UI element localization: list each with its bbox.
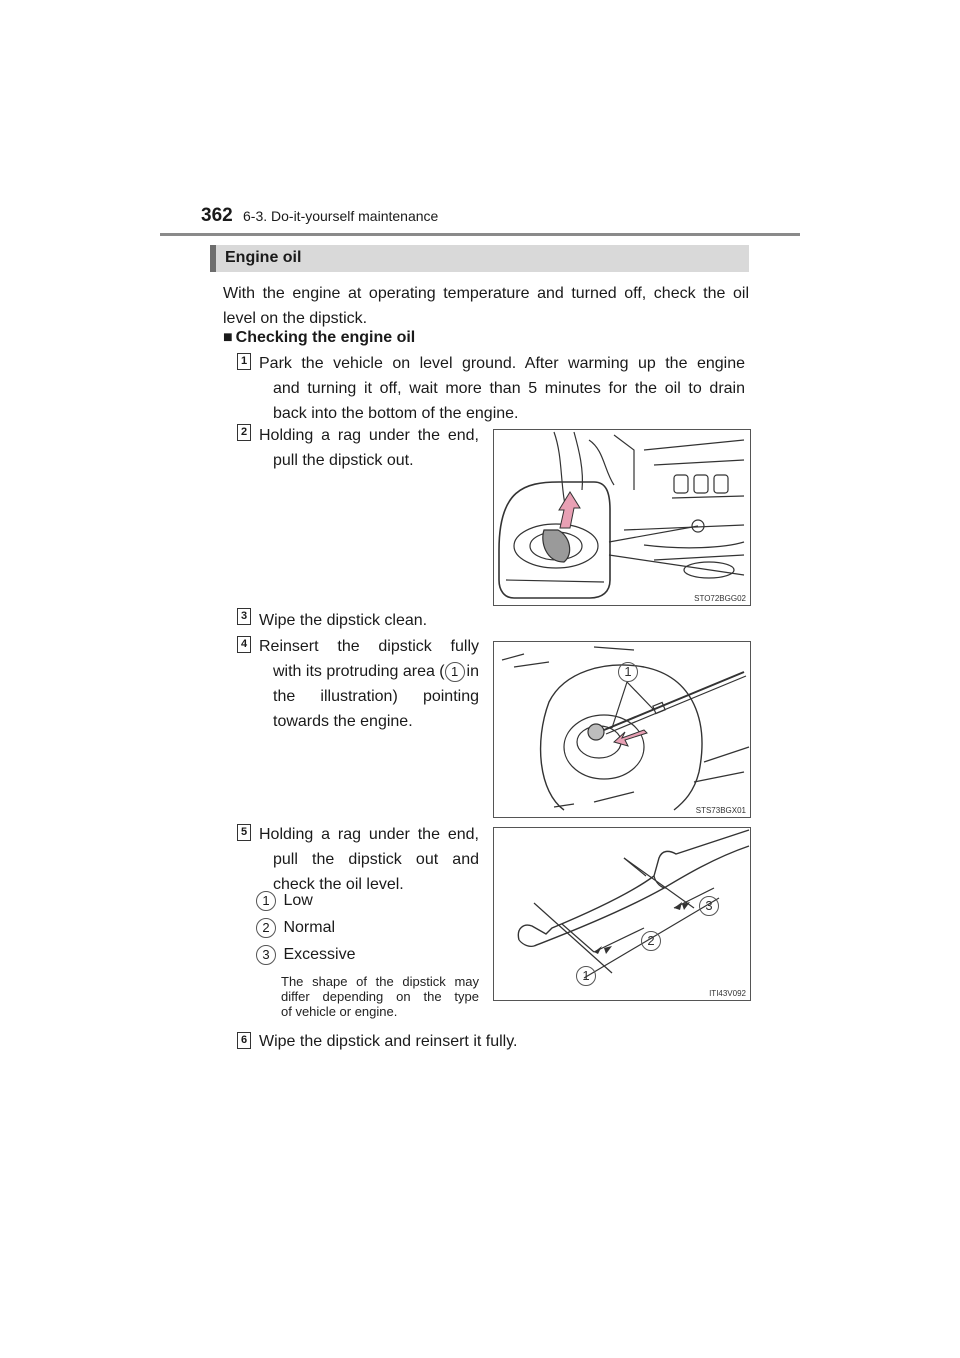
- note-line: The shape of the dipstick may: [281, 974, 479, 989]
- figure-callout-2: 2: [641, 931, 661, 951]
- step-line: and turning it off, wait more than 5 minutes for the oil to drain: [273, 380, 745, 397]
- step-3-text: Wipe the dipstick clean.: [259, 612, 428, 629]
- figure-dipstick-levels: [493, 827, 751, 1001]
- callout-1-icon: 1: [445, 662, 465, 682]
- level-list-item: [256, 945, 355, 965]
- callout-2-icon: 2: [256, 918, 276, 938]
- section-heading: [210, 245, 749, 272]
- step-line: pull the dipstick out and: [273, 851, 479, 868]
- step-number-2: 2: [237, 424, 251, 441]
- intro-line: level on the dipstick.: [223, 310, 368, 327]
- step-line: Holding a rag under the end,: [259, 427, 479, 444]
- level-low-label: Low: [283, 892, 313, 910]
- level-excessive-label: Excessive: [283, 946, 356, 964]
- intro-text: [223, 281, 749, 331]
- figure-code: STO72BGG02: [694, 594, 746, 603]
- step-line: pull the dipstick out.: [273, 452, 414, 469]
- note-line: differ depending on the type: [281, 989, 479, 1004]
- note-text: [281, 974, 479, 1019]
- figure-dipstick-reinsert: [493, 641, 751, 818]
- step-line: back into the bottom of the engine.: [273, 405, 519, 422]
- figure-code: STS73BGX01: [695, 806, 746, 815]
- level-normal-label: Normal: [283, 919, 336, 937]
- subsection-heading: [223, 329, 415, 347]
- dipstick-removal-illustration: [494, 430, 750, 605]
- step-line: towards the engine.: [273, 713, 413, 730]
- header-rule: [160, 233, 800, 236]
- callout-1-icon: 1: [256, 891, 276, 911]
- step-line: check the oil level.: [273, 876, 404, 893]
- level-list-item: [256, 918, 335, 938]
- callout-3-icon: 3: [256, 945, 276, 965]
- step-1-text: [259, 351, 745, 426]
- step-5-text: [259, 822, 479, 897]
- level-list-item: [256, 891, 313, 911]
- intro-line: With the engine at operating temperature and turned off, check the oil: [223, 285, 749, 302]
- figure-code: ITI43V092: [709, 989, 746, 998]
- step-6-text: Wipe the dipstick and reinsert it fully.: [259, 1033, 518, 1050]
- step-line: the illustration) pointing: [273, 688, 479, 705]
- figure-callout-1: 1: [576, 966, 596, 986]
- section-title: Engine oil: [225, 249, 302, 266]
- note-line: of vehicle or engine.: [281, 1004, 398, 1019]
- figure-dipstick-removal: [493, 429, 751, 606]
- step-4-text: [259, 634, 479, 734]
- step-line-part: with its protruding area (: [273, 663, 445, 680]
- step-line: Holding a rag under the end,: [259, 826, 479, 843]
- step-number-1: 1: [237, 353, 251, 370]
- step-number-5: 5: [237, 824, 251, 841]
- page-number: 362: [201, 205, 233, 226]
- figure-callout-3: 3: [699, 896, 719, 916]
- subsection-title: Checking the engine oil: [235, 329, 416, 346]
- step-number-3: 3: [237, 608, 251, 625]
- step-line: Reinsert the dipstick fully: [259, 638, 479, 655]
- step-2-text: [259, 423, 479, 473]
- step-line: Park the vehicle on level ground. After warming up the engine: [259, 355, 745, 372]
- section-accent: [210, 245, 216, 272]
- chapter-title: 6-3. Do-it-yourself maintenance: [243, 208, 439, 224]
- square-bullet-icon: ■: [223, 329, 233, 346]
- step-line: [259, 659, 479, 684]
- figure-callout-1: 1: [618, 662, 638, 682]
- step-line-part: in: [466, 663, 479, 680]
- step-number-4: 4: [237, 636, 251, 653]
- pull-arrow-shape: [559, 492, 580, 528]
- step-number-6: 6: [237, 1032, 251, 1049]
